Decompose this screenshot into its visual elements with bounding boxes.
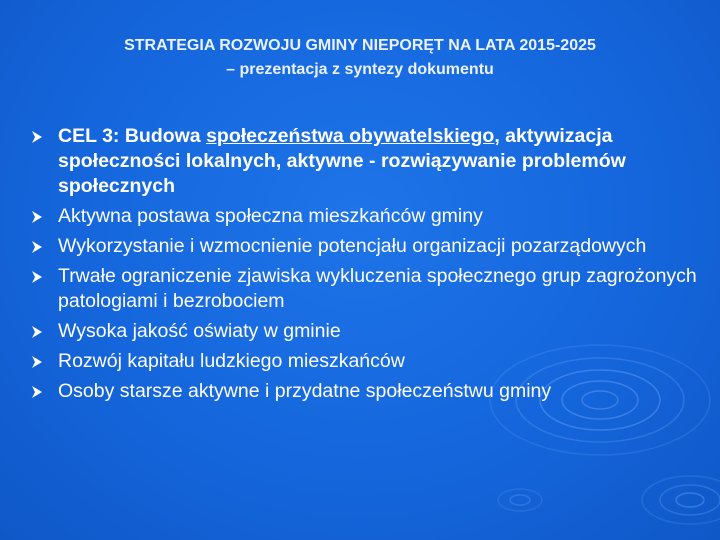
bullet-list	[58, 124, 698, 409]
bullet-text: Osoby starsze aktywne i przydatne społeczeństwu gminy	[58, 380, 552, 402]
bullet-text: Rozwój kapitału ludzkiego mieszkańców	[58, 350, 405, 372]
arrowhead-bullet-icon	[31, 379, 45, 404]
slide-title	[0, 34, 720, 82]
arrowhead-bullet-icon	[31, 124, 45, 149]
bullet-text-underlined: społeczeństwa obywatelskiego	[206, 125, 495, 147]
list-item	[58, 234, 698, 259]
list-item	[58, 124, 698, 199]
arrowhead-bullet-icon	[31, 349, 45, 374]
bullet-text: Wykorzystanie i wzmocnienie potencjału organizacji pozarządowych	[58, 235, 647, 257]
arrowhead-bullet-icon	[31, 234, 45, 259]
list-item	[58, 264, 698, 314]
arrowhead-bullet-icon	[31, 319, 45, 344]
list-item	[58, 379, 698, 404]
bullet-text: Trwałe ograniczenie zjawiska wykluczenia społecznego grup zagrożonych patologiami i bezrobociem	[58, 265, 697, 312]
bullet-text: Aktywna postawa społeczna mieszkańców gminy	[58, 205, 483, 227]
bullet-text-pre: CEL 3: Budowa	[58, 125, 207, 147]
title-line-1: STRATEGIA ROZWOJU GMINY NIEPORĘT NA LATA 2015-2025	[124, 37, 596, 54]
arrowhead-bullet-icon	[31, 204, 45, 229]
list-item	[58, 319, 698, 344]
bullet-text: Wysoka jakość oświaty w gminie	[58, 320, 341, 342]
title-line-2: – prezentacja z syntezy dokumentu	[226, 61, 494, 78]
bullet-text	[58, 124, 698, 199]
arrowhead-bullet-icon	[31, 264, 45, 289]
list-item	[58, 204, 698, 229]
bullet-text-post: , aktywizacja społeczności lokalnych, aktywne - rozwiązywanie problemów społecznych	[58, 125, 626, 197]
list-item	[58, 349, 698, 374]
